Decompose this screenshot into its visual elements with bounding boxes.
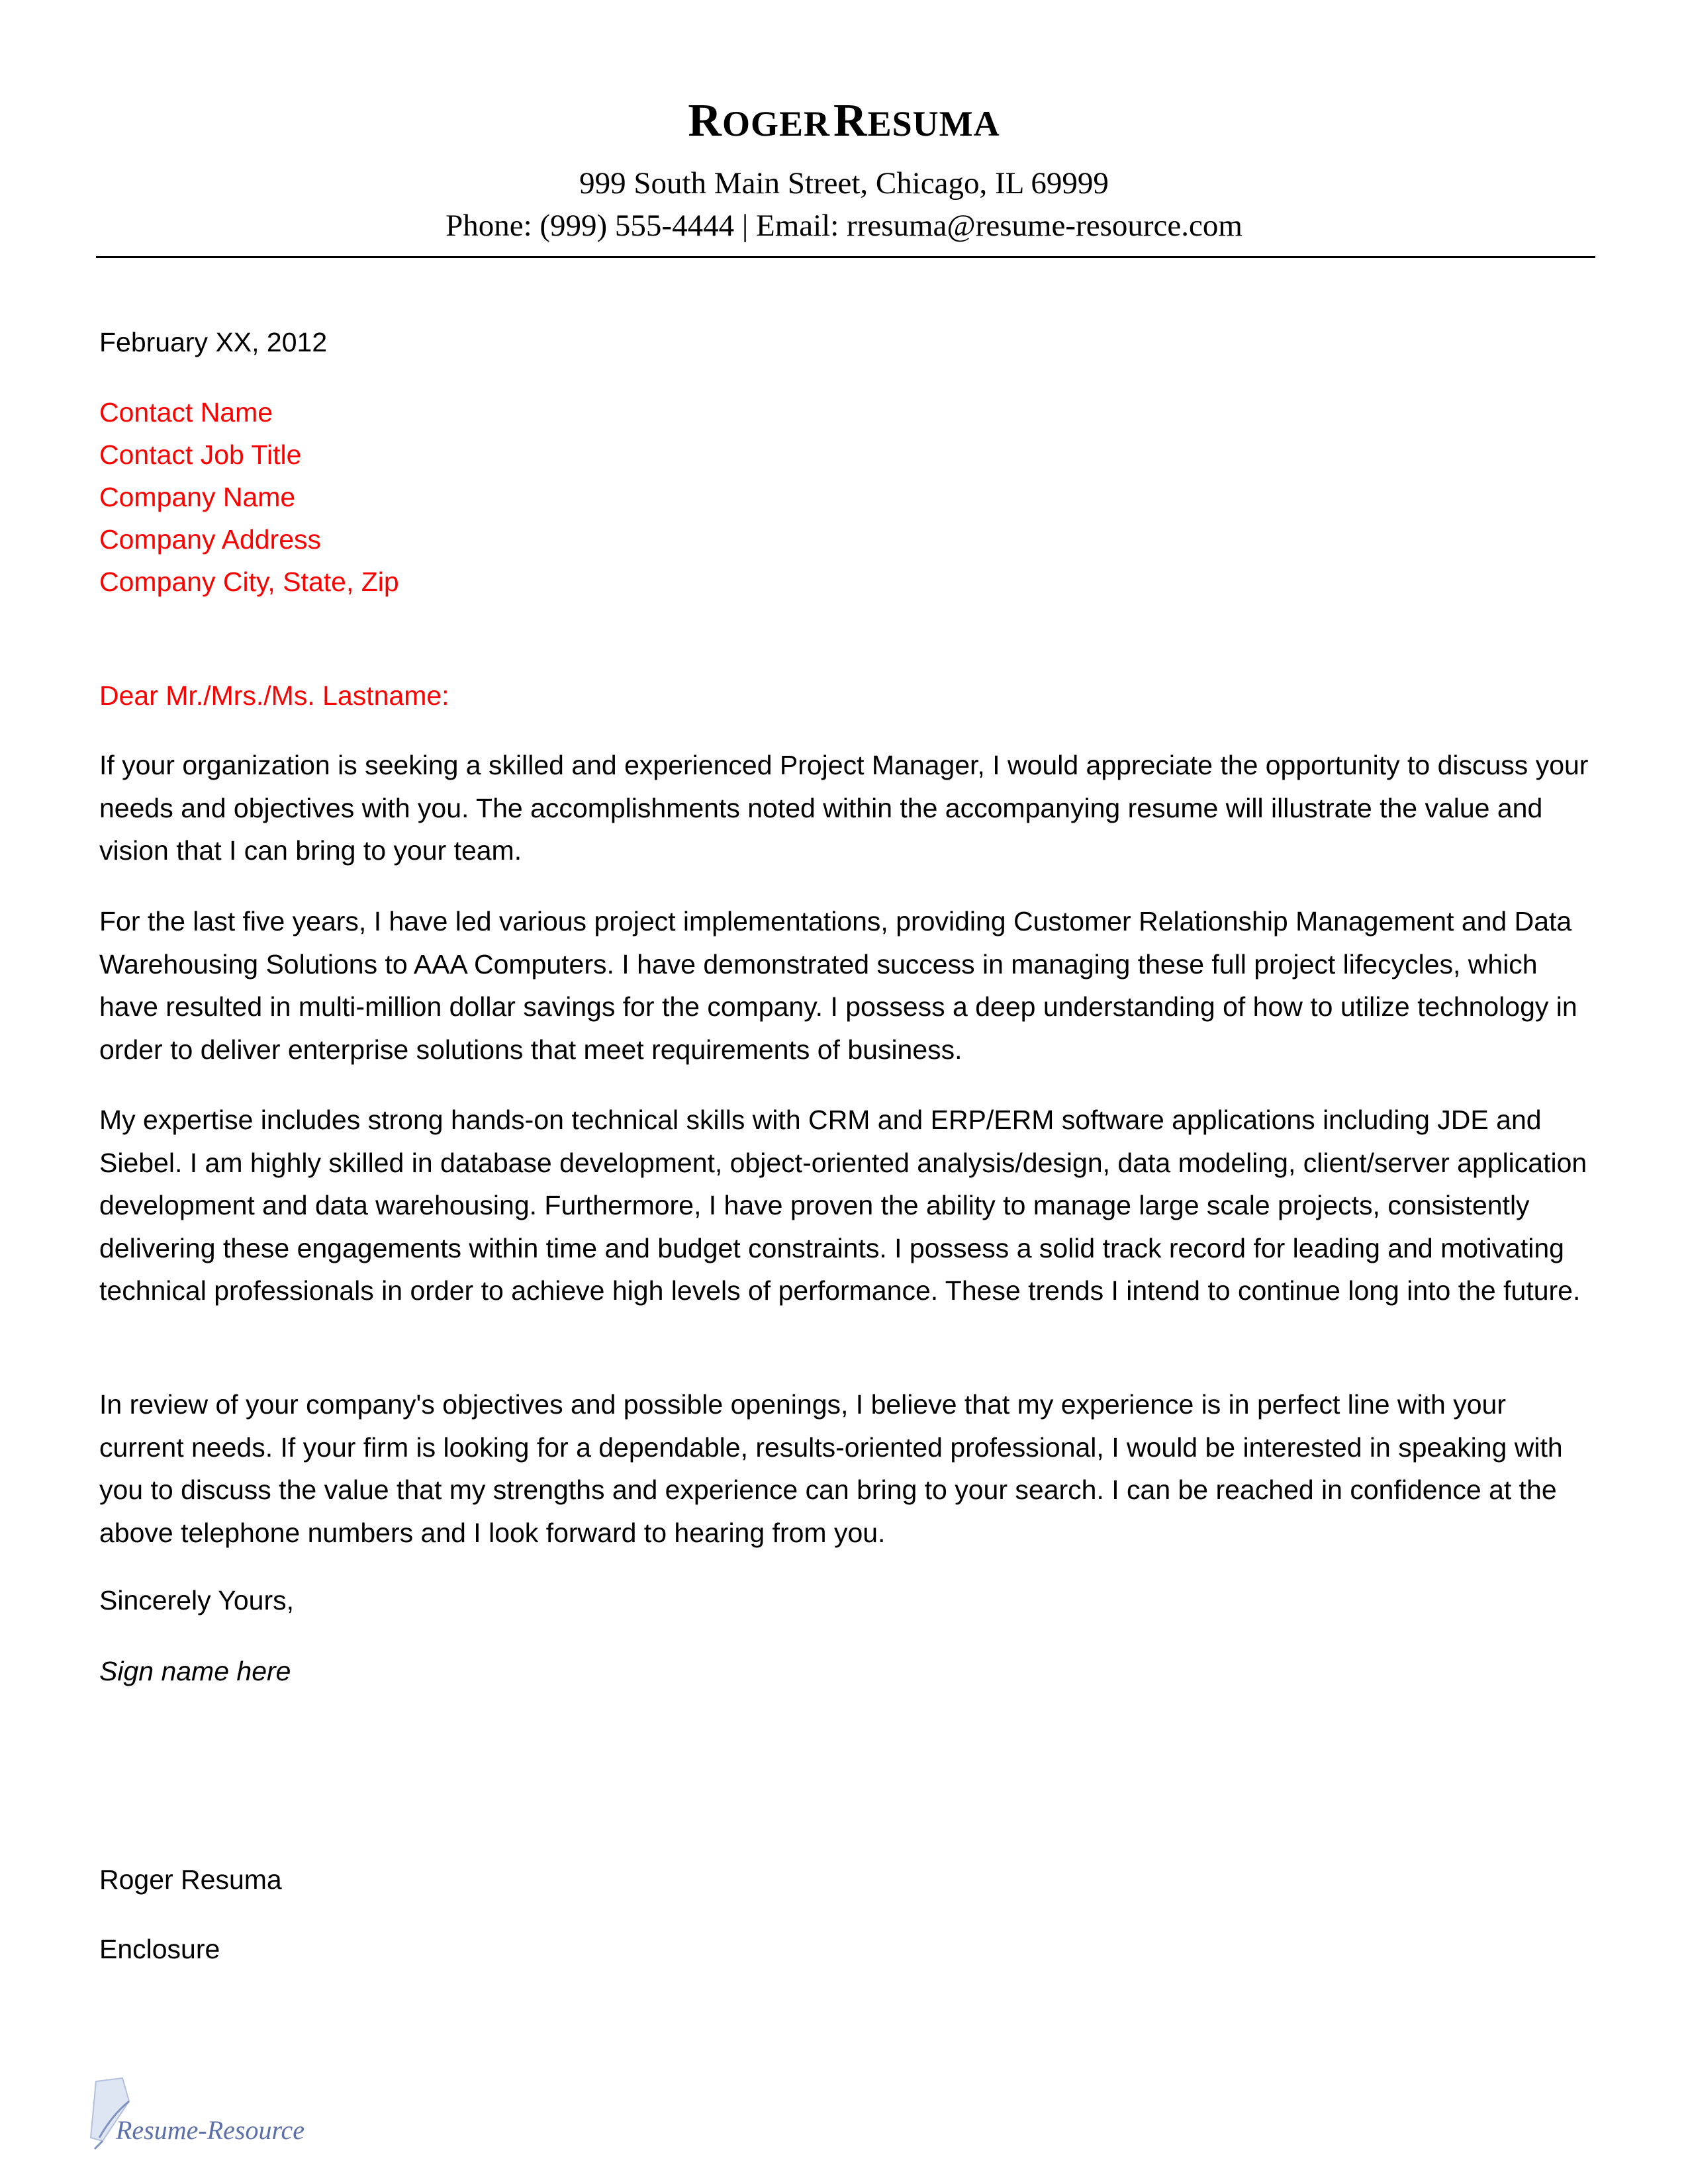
closing-phrase: Sincerely Yours, <box>99 1585 295 1615</box>
paragraph-closing: In review of your company's objectives and possible openings, I believe that my experience is in perfect line with your current needs. If your firm is looking for a dependable, results-oriented professional, I would be interested in speaking with you to discuss the value that my strengths and experience can bring to your search. I can be reached in confidence at the above telephone numbers and I look forward to hearing from you. <box>99 1389 1563 1548</box>
name-last-rest: ESUMA <box>867 104 1000 144</box>
enclosure-note: Enclosure <box>99 1934 220 1964</box>
letterhead <box>0 95 1688 146</box>
recipient-city-state-zip: Company City, State, Zip <box>99 567 399 597</box>
recipient-company-address: Company Address <box>99 524 322 555</box>
paragraph-intro: If your organization is seeking a skilled and experienced Project Manager, I would appreciate the opportunity to discuss your needs and objectives with you. The accomplishments noted within the accompanying resume will illustrate the value and vision that I can bring to your team. <box>99 750 1589 866</box>
paragraph-expertise: My expertise includes strong hands-on technical skills with CRM and ERP/ERM software applications including JDE and Siebel. I am highly skilled in database development, object-oriented analysis/design, data modeling, client/server application development and data warehousing. Furthermore, I have proven the ability to manage large scale projects, consistently delivering these engagements within time and budget constraints. I possess a solid track record for leading and motivating technical professionals in order to achieve high levels of performance. These trends I intend to continue long into the future. <box>99 1105 1587 1306</box>
salutation: Dear Mr./Mrs./Ms. Lastname: <box>99 680 449 711</box>
recipient-company-name: Company Name <box>99 482 296 512</box>
paragraph-experience: For the last five years, I have led various project implementations, providing Customer Relationship Management and Data Warehousing Solutions to AAA Computers. I have demonstrated success in managing these full project lifecycles, which have resulted in multi-million dollar savings for the company. I possess a deep understanding of how to utilize technology in order to deliver enterprise solutions that meet requirements of business. <box>99 906 1577 1065</box>
signature-placeholder: Sign name here <box>99 1656 291 1686</box>
street-address: 999 South Main Street, Chicago, IL 69999 <box>579 166 1109 201</box>
signer-name: Roger Resuma <box>99 1864 282 1895</box>
resume-resource-logo <box>83 2075 348 2154</box>
name-first-rest: OGER <box>722 104 830 144</box>
logo-wordmark: Resume-Resource <box>116 2115 305 2145</box>
recipient-job-title: Contact Job Title <box>99 439 302 470</box>
applicant-name <box>0 95 1688 146</box>
name-first-initial: R <box>688 95 722 146</box>
recipient-contact-name: Contact Name <box>99 397 273 428</box>
phone-email-line: Phone: (999) 555-4444 | Email: rresuma@resume-resource.com <box>445 208 1243 243</box>
name-last-initial: R <box>833 95 868 146</box>
header-divider <box>96 256 1595 258</box>
letter-date: February XX, 2012 <box>99 327 328 357</box>
